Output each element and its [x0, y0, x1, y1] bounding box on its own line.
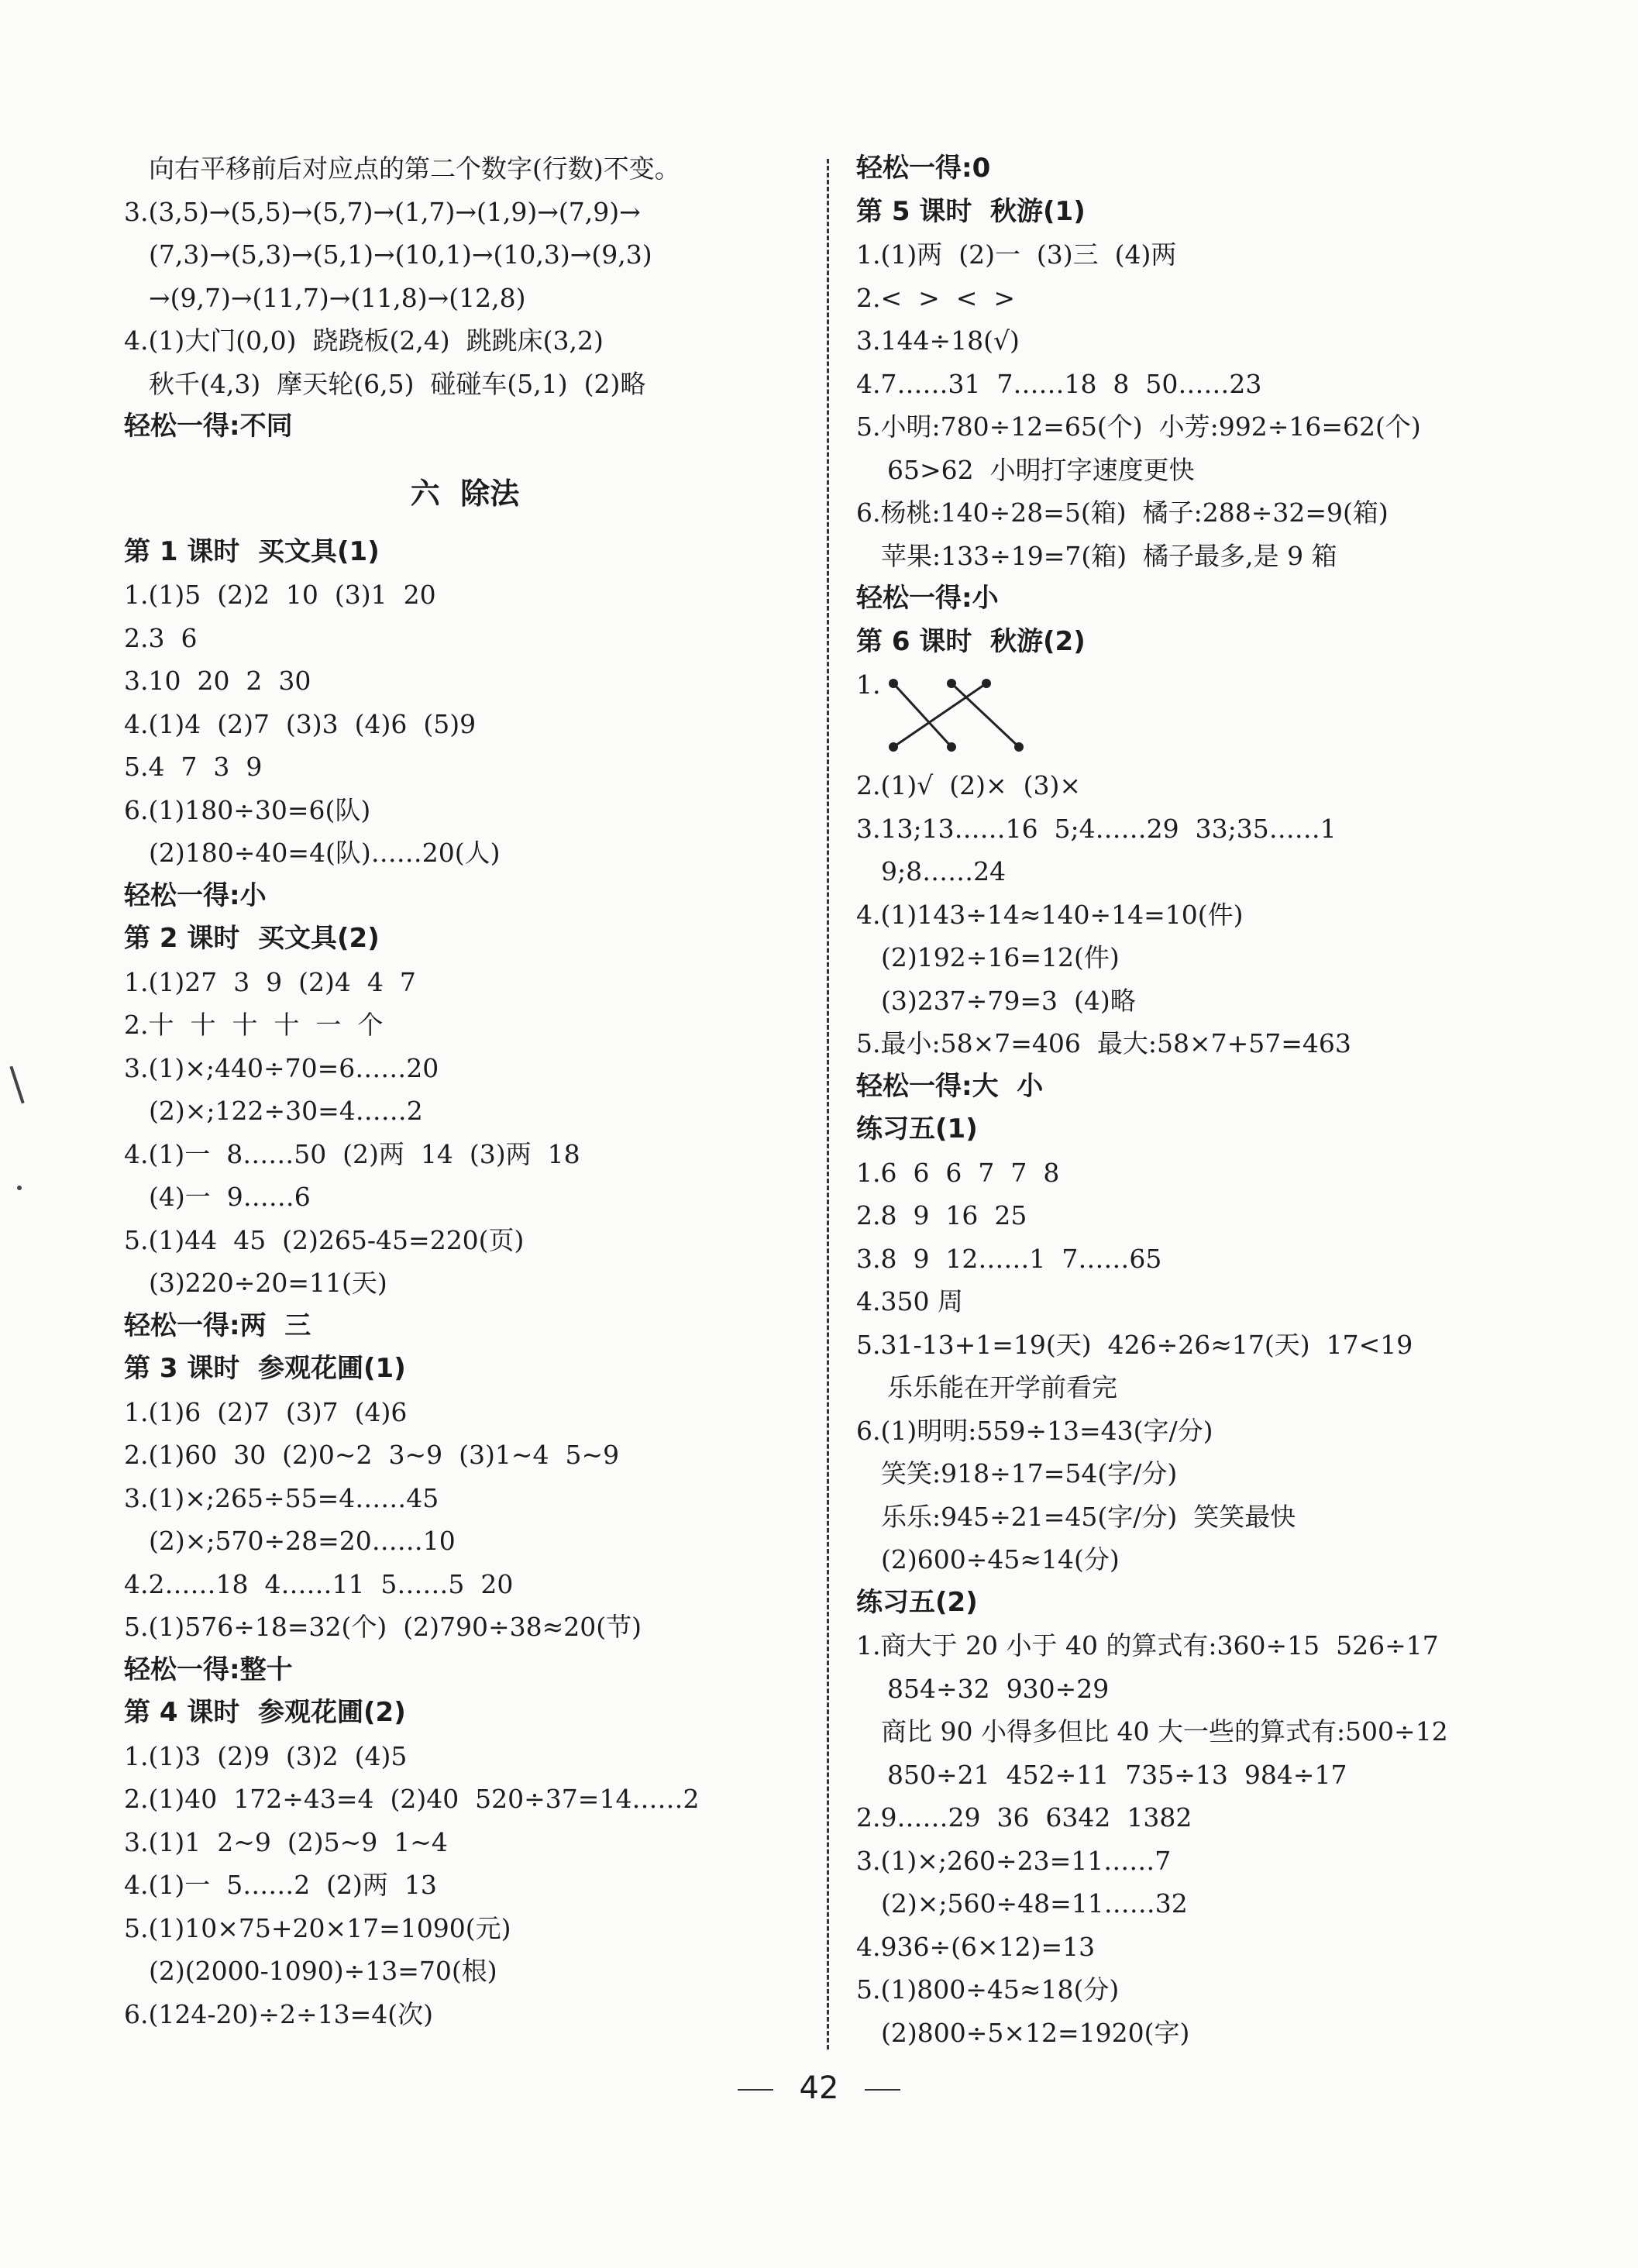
- left-line: 6.(1)180÷30=6(队): [124, 794, 371, 825]
- matching-figure-row: [856, 663, 1554, 764]
- match-dot: [889, 742, 898, 752]
- left-heading: 轻松一得:不同: [124, 411, 293, 442]
- left-line: 秋千(4,3) 摩天轮(6,5) 碰碰车(5,1) (2)略: [149, 368, 646, 399]
- right-line: 商比 90 小得多但比 40 大一些的算式有:500÷12: [881, 1716, 1448, 1747]
- right-heading: 第 5 课时 秋游(1): [856, 195, 1086, 227]
- right-line: 6.杨桃:140÷28=5(箱) 橘子:288÷32=9(箱): [856, 497, 1389, 528]
- left-line: (7,3)→(5,3)→(5,1)→(10,1)→(10,3)→(9,3): [149, 239, 652, 270]
- left-heading: 第 3 课时 参观花圃(1): [124, 1353, 406, 1384]
- right-line: 4.7……31 7……18 8 50……23: [856, 368, 1262, 399]
- left-line: 1.(1)6 (2)7 (3)7 (4)6: [124, 1396, 408, 1427]
- right-line: 5.小明:780÷12=65(个) 小芳:992÷16=62(个): [856, 411, 1421, 442]
- left-heading: 第 1 课时 买文具(1): [124, 535, 380, 567]
- right-heading: 第 6 课时 秋游(2): [856, 625, 1086, 657]
- left-line: 5.(1)10×75+20×17=1090(元): [124, 1912, 511, 1943]
- match-dot: [1014, 742, 1024, 752]
- right-column: [856, 147, 1554, 2054]
- left-line: 3.(3,5)→(5,5)→(5,7)→(1,7)→(1,9)→(7,9)→: [124, 196, 641, 227]
- right-column-bottom: [856, 764, 1554, 2054]
- left-line: 5.(1)576÷18=32(个) (2)790÷38≈20(节): [124, 1612, 642, 1642]
- figure-question-label: 1.: [856, 669, 881, 700]
- left-line: 2.3 6: [124, 622, 198, 653]
- left-heading: 第 4 课时 参观花圃(2): [124, 1697, 406, 1728]
- left-line: 5.(1)44 45 (2)265-45=220(页): [124, 1224, 525, 1255]
- page-number-value: 42: [799, 2070, 839, 2106]
- left-line: 4.(1)一 5……2 (2)两 13: [124, 1870, 437, 1900]
- left-line: 5.4 7 3 9: [124, 752, 263, 782]
- scan-mark: [9, 1066, 24, 1104]
- right-line: 5.31-13+1=19(天) 426÷26≈17(天) 17<19: [856, 1329, 1413, 1360]
- scan-dot: [17, 1186, 22, 1190]
- right-line: 6.(1)明明:559÷13=43(字/分): [856, 1415, 1213, 1446]
- matching-lines-figure: [886, 669, 1041, 762]
- right-line: 5.最小:58×7=406 最大:58×7+57=463: [856, 1028, 1351, 1058]
- right-heading: 练习五(2): [856, 1586, 978, 1618]
- right-line: 1.商大于 20 小于 40 的算式有:360÷15 526÷17: [856, 1630, 1439, 1661]
- right-line: (3)237÷79=3 (4)略: [881, 985, 1136, 1016]
- match-dot: [982, 679, 991, 688]
- left-line: (4)一 9……6: [149, 1182, 311, 1212]
- right-line: 笑笑:918÷17=54(字/分): [881, 1458, 1178, 1488]
- right-line: (2)×;560÷48=11……32: [881, 1888, 1188, 1919]
- right-line: 854÷32 930÷29: [887, 1673, 1110, 1704]
- right-line: 3.13;13……16 5;4……29 33;35……1: [856, 813, 1337, 844]
- left-heading: 第 2 课时 买文具(2): [124, 923, 380, 954]
- left-heading: 轻松一得:两 三: [124, 1310, 311, 1341]
- match-dot: [889, 679, 898, 688]
- right-line: 3.(1)×;260÷23=11……7: [856, 1845, 1172, 1876]
- left-line: (2)×;122÷30=4……2: [149, 1096, 423, 1126]
- left-line: 2.(1)40 172÷43=4 (2)40 520÷37=14……2: [124, 1784, 700, 1814]
- left-line: 3.10 20 2 30: [124, 666, 311, 696]
- right-line: 3.144÷18(√): [856, 325, 1020, 356]
- right-line: 4.(1)143÷14≈140÷14=10(件): [856, 899, 1244, 930]
- page-number-dash-right: [865, 2089, 900, 2091]
- right-line: 850÷21 452÷11 735÷13 984÷17: [887, 1759, 1347, 1790]
- left-line: 4.2……18 4……11 5……5 20: [124, 1568, 514, 1599]
- right-line: 1.(1)两 (2)一 (3)三 (4)两: [856, 239, 1177, 270]
- left-line: 2.十 十 十 十 一 个: [124, 1010, 384, 1040]
- left-line: 1.(1)5 (2)2 10 (3)1 20: [124, 580, 436, 610]
- left-line: (2)(2000-1090)÷13=70(根): [149, 1956, 497, 1986]
- left-line: 3.(1)×;265÷55=4……45: [124, 1482, 439, 1513]
- right-line: (2)192÷16=12(件): [881, 942, 1120, 972]
- right-line: 乐乐:945÷21=45(字/分) 笑笑最快: [881, 1501, 1296, 1532]
- right-line: 1.6 6 6 7 7 8: [856, 1157, 1060, 1188]
- page-number: [0, 2070, 1638, 2106]
- left-line: 6.(124-20)÷2÷13=4(次): [124, 1998, 434, 2029]
- left-line: 4.(1)大门(0,0) 跷跷板(2,4) 跳跳床(3,2): [124, 325, 604, 356]
- right-line: 65>62 小明打字速度更快: [887, 454, 1195, 485]
- right-line: 4.350 周: [856, 1286, 963, 1316]
- right-line: 2.< > < >: [856, 282, 1016, 313]
- left-line: 向右平移前后对应点的第二个数字(行数)不变。: [149, 153, 680, 184]
- left-line: 4.(1)一 8……50 (2)两 14 (3)两 18: [124, 1138, 580, 1169]
- right-line: 2.8 9 16 25: [856, 1200, 1027, 1230]
- left-line: 3.(1)1 2~9 (2)5~9 1~4: [124, 1826, 448, 1857]
- right-line: 2.9……29 36 6342 1382: [856, 1802, 1192, 1833]
- match-dot: [947, 742, 956, 752]
- section-title: 六 除法: [410, 476, 520, 511]
- right-line: (2)800÷5×12=1920(字): [881, 2017, 1190, 2048]
- left-line: (2)180÷40=4(队)……20(人): [149, 838, 501, 868]
- left-heading: 轻松一得:小: [124, 879, 267, 911]
- left-line: (2)×;570÷28=20……10: [149, 1526, 456, 1556]
- page-number-dash-left: [738, 2089, 773, 2091]
- left-line: 1.(1)27 3 9 (2)4 4 7: [124, 966, 416, 997]
- right-heading: 轻松一得:0: [856, 153, 991, 184]
- right-line: 苹果:133÷19=7(箱) 橘子最多,是 9 箱: [881, 540, 1337, 571]
- right-line: 2.(1)√ (2)× (3)×: [856, 770, 1082, 800]
- left-line: 1.(1)3 (2)9 (3)2 (4)5: [124, 1740, 408, 1771]
- match-line: [893, 683, 951, 747]
- right-column-top: [856, 147, 1554, 663]
- right-line: 3.8 9 12……1 7……65: [856, 1243, 1162, 1274]
- left-line: 4.(1)4 (2)7 (3)3 (4)6 (5)9: [124, 708, 477, 739]
- left-line: 2.(1)60 30 (2)0~2 3~9 (3)1~4 5~9: [124, 1440, 620, 1470]
- right-heading: 练习五(1): [856, 1113, 978, 1144]
- right-line: 乐乐能在开学前看完: [887, 1372, 1117, 1402]
- right-heading: 轻松一得:小: [856, 583, 999, 614]
- left-heading: 轻松一得:整十: [124, 1654, 293, 1685]
- left-line: (3)220÷20=11(天): [149, 1268, 387, 1298]
- left-line: 3.(1)×;440÷70=6……20: [124, 1052, 439, 1083]
- column-divider: [827, 159, 829, 2049]
- right-line: 4.936÷(6×12)=13: [856, 1931, 1096, 1962]
- right-line: 9;8……24: [881, 856, 1007, 886]
- match-dot: [947, 679, 956, 688]
- match-line: [951, 683, 1019, 747]
- left-column: [124, 147, 806, 2036]
- match-line: [893, 683, 986, 747]
- right-line: (2)600÷45≈14(分): [881, 1544, 1120, 1575]
- left-line: →(9,7)→(11,7)→(11,8)→(12,8): [149, 282, 526, 313]
- right-heading: 轻松一得:大 小: [856, 1070, 1044, 1102]
- right-line: 5.(1)800÷45≈18(分): [856, 1974, 1120, 2005]
